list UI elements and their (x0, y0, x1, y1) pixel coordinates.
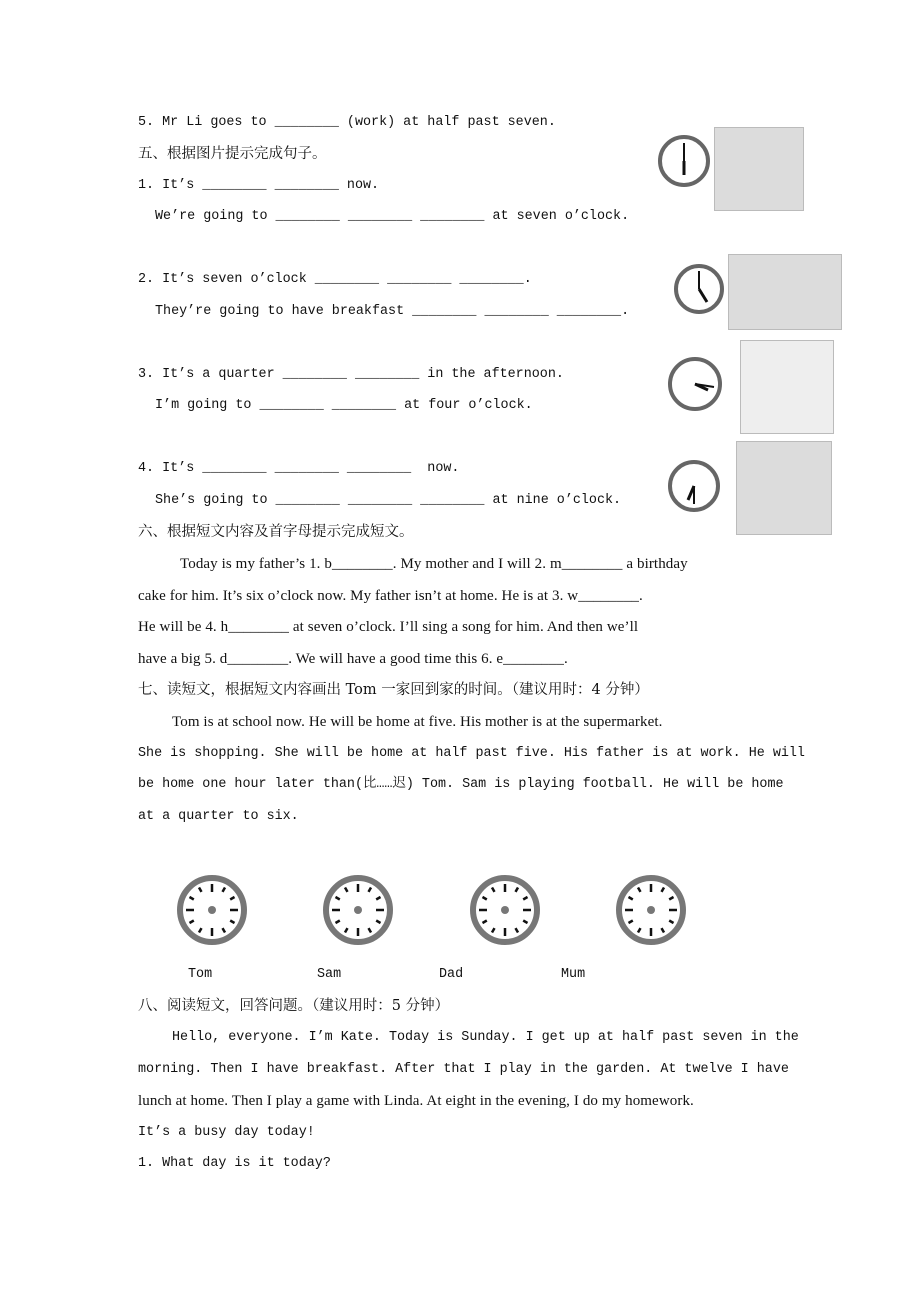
s5-item3-line1: 3. It’s a quarter ________ ________ in the afternoon. (138, 367, 564, 382)
section5-heading: 五、根据图片提示完成句子。 (138, 146, 327, 162)
clock-center (647, 906, 655, 914)
s5-item4-line1: 4. It’s ________ ________ ________ now. (138, 461, 460, 476)
s7-line2: She is shopping. She will be home at half past five. His father is at work. He will (138, 746, 805, 761)
s5-item1-line1: 1. It’s ________ ________ now. (138, 178, 380, 193)
q4-item-5: 5. Mr Li goes to ________ (work) at half past seven. (138, 115, 556, 130)
clock-label-dad: Dad (439, 967, 464, 982)
clock-center (501, 906, 509, 914)
s8-line1: Hello, everyone. I’m Kate. Today is Sunday. I get up at half past seven in the (172, 1030, 799, 1045)
section7-heading: 七、读短文，根据短文内容画出 Tom 一家回到家的时间。（建议用时：4 分钟） (138, 682, 649, 698)
s7-line3: be home one hour later than(比……迟) Tom. Sam is playing football. He will be home (138, 777, 784, 792)
clock-picture-3 (668, 357, 722, 411)
clock-label-tom: Tom (188, 967, 213, 982)
blank-clock-face[interactable] (326, 878, 390, 942)
s8-line4: It’s a busy day today! (138, 1125, 315, 1140)
section8-heading: 八、阅读短文，回答问题。（建议用时：5 分钟） (138, 998, 450, 1014)
s5-item2-line2: They’re going to have breakfast ________ ________ ________. (155, 304, 630, 319)
clock-center (208, 906, 216, 914)
blank-clock-face[interactable] (180, 878, 244, 942)
clock-picture-2 (674, 264, 724, 314)
clock-picture-4 (668, 460, 720, 512)
blank-clocks (0, 860, 920, 960)
s5-item1-line2: We’re going to ________ ________ ________ at seven o’clock. (155, 209, 630, 224)
clock-label-mum: Mum (561, 967, 586, 982)
s7-line1: Tom is at school now. He will be home at five. His mother is at the supermarket. (172, 714, 663, 730)
s8-question1: 1. What day is it today? (138, 1156, 331, 1171)
s8-line3: lunch at home. Then I play a game with Linda. At eight in the evening, I do my homework. (138, 1093, 694, 1109)
clock-label-sam: Sam (317, 967, 342, 982)
s5-item3-line2: I’m going to ________ ________ at four o’clock. (155, 398, 533, 413)
section6-heading: 六、根据短文内容及首字母提示完成短文。 (138, 524, 414, 540)
school-scene-image (714, 127, 804, 211)
s8-line2: morning. Then I have breakfast. After that I play in the garden. At twelve I have (138, 1062, 789, 1077)
s5-item4-line2: She’s going to ________ ________ ________ at nine o’clock. (155, 493, 622, 508)
blank-clock-face[interactable] (619, 878, 683, 942)
clock-center (354, 906, 362, 914)
s6-line3: He will be 4. h________ at seven o’clock. I’ll sing a song for him. And then we’ll (138, 619, 639, 635)
breakfast-scene-image (728, 254, 842, 330)
clock-picture-1 (658, 135, 710, 187)
s5-item2-line1: 2. It’s seven o’clock ________ ________ ________. (138, 272, 532, 287)
basketball-scene-image (740, 340, 834, 434)
s7-line4: at a quarter to six. (138, 809, 299, 824)
s6-line2: cake for him. It’s six o’clock now. My father isn’t at home. He is at 3. w________. (138, 588, 643, 604)
blank-clock-face[interactable] (473, 878, 537, 942)
s6-line4: have a big 5. d________. We will have a good time this 6. e________. (138, 651, 568, 667)
bedroom-scene-image (736, 441, 832, 535)
s6-line1: Today is my father’s 1. b________. My mother and I will 2. m________ a birthday (180, 556, 688, 572)
